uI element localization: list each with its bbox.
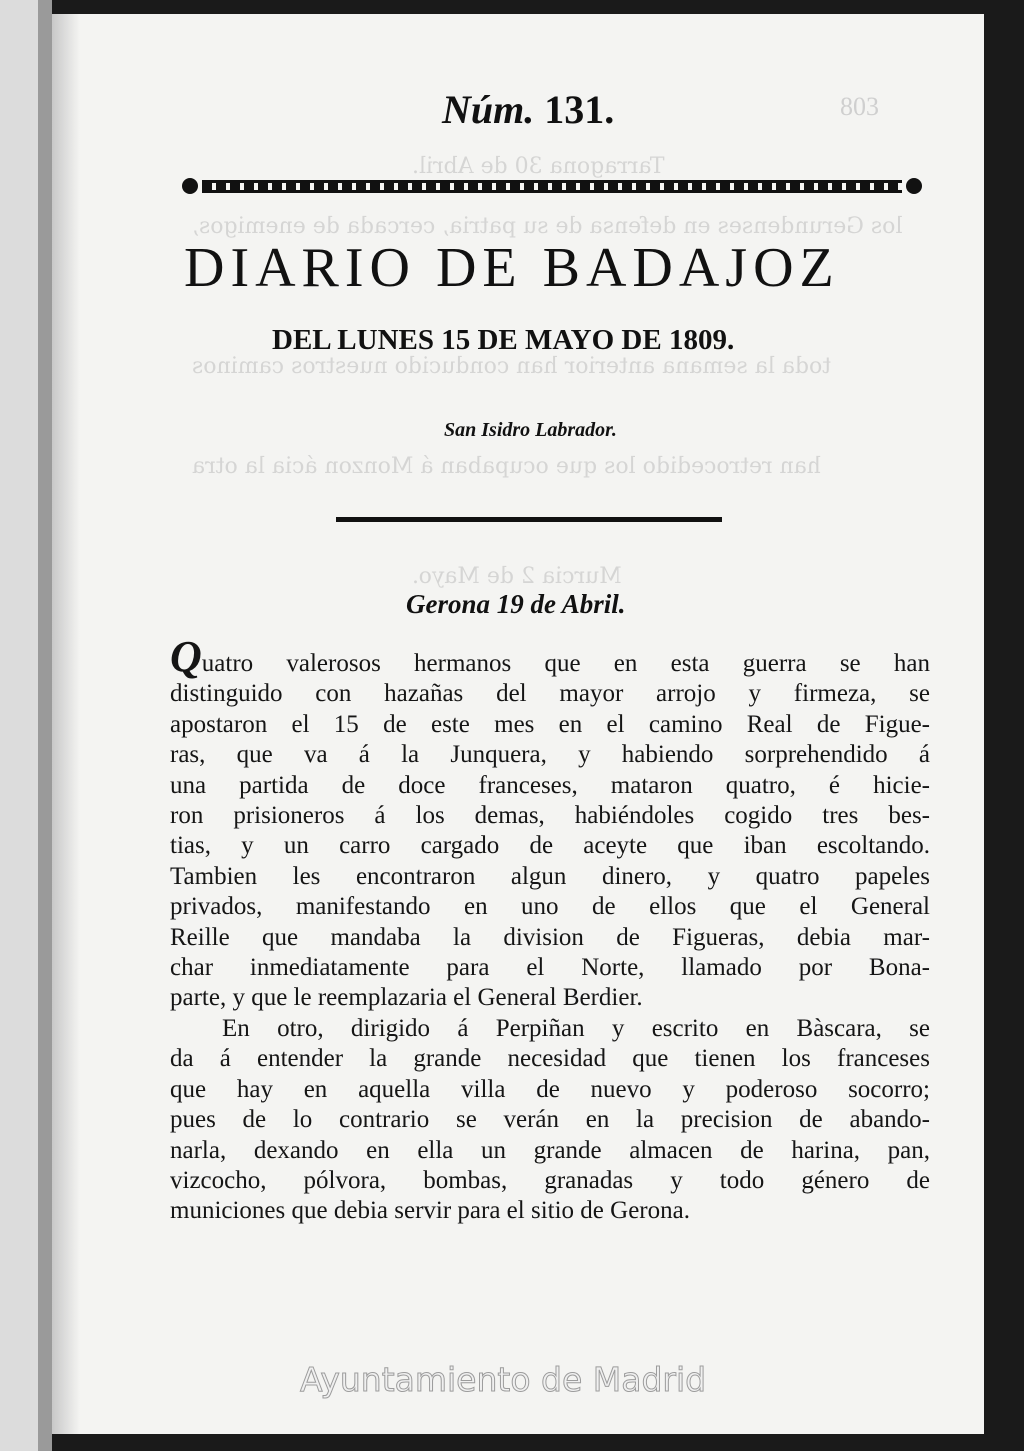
drop-cap: Q [170, 632, 202, 681]
page-edge [38, 0, 52, 1451]
saint-of-day: San Isidro Labrador. [444, 419, 617, 441]
ornamental-rule [182, 178, 922, 194]
folio-number: 803 [840, 92, 879, 121]
article-paragraph-1 [170, 632, 930, 1014]
issue-number [442, 86, 842, 133]
ornament-chain [202, 180, 902, 193]
article-line: En otro, dirigido á Perpiñan y escrito en Bàscara, se [222, 1014, 930, 1042]
article-line: narla, dexando en ella un grande almacen de harina, pan, [170, 1136, 930, 1164]
scan-left-margin [0, 0, 52, 1451]
section-rule [336, 517, 722, 522]
masthead-dateline: DEL LUNES 15 DE MAYO DE 1809. [272, 324, 735, 356]
article-line: municiones que debia servir para el sitio de Gerona. [170, 1197, 690, 1225]
issue-number-value: 131. [544, 87, 615, 132]
article-line: distinguido con hazañas del mayor arrojo y firmeza, se [170, 680, 930, 708]
article-line: ron prisioneros á los demas, habiéndoles cogido tres bes- [170, 802, 930, 830]
article-line: Tambien les encontraron algun dinero, y quatro papeles [170, 862, 930, 890]
article-line: Reille que mandaba la division de Figueras, debia mar- [170, 923, 930, 951]
article-line: pues de lo contrario se verán en la precision de abando- [170, 1106, 930, 1134]
article-line: Quatro valerosos hermanos que en esta guerra se han [170, 632, 930, 681]
bleed-through-text: han retrocedido los que ocupaban á Monzon ácia la otra [192, 454, 821, 479]
newspaper-page [52, 14, 984, 1434]
article-line: una partida de doce franceses, mataron quatro, é hicie- [170, 771, 930, 799]
article-paragraph-2 [170, 1014, 930, 1227]
ornament-cap-right [906, 178, 922, 194]
bleed-through-text: toda la semana anterior han conducido nuestros caminos [192, 354, 832, 379]
article-line: parte, y que le reemplazaria el General Berdier. [170, 984, 643, 1012]
article-line: tias, y un carro cargado de aceyte que iban escoltando. [170, 832, 930, 860]
article-line: ras, que va á la Junquera, y habiendo sorprehendido á [170, 741, 930, 769]
article-body [170, 632, 930, 1227]
issue-number-label: Núm. [442, 87, 535, 132]
bleed-through-text: Murcia 2 de Mayo. [412, 564, 622, 589]
library-watermark: Ayuntamiento de Madrid [300, 1360, 707, 1399]
article-line: que hay en aquella villa de nuevo y poderoso socorro; [170, 1075, 930, 1103]
masthead-title: DIARIO DE BADAJOZ [184, 237, 840, 299]
ornament-cap-left [182, 178, 198, 194]
article-line: apostaron el 15 de este mes en el camino Real de Figue- [170, 710, 930, 738]
bleed-through-text: Tarragona 30 de Abril. [412, 154, 665, 179]
article-place-date: Gerona 19 de Abril. [406, 589, 626, 619]
article-line: privados, manifestando en uno de ellos que el General [170, 893, 930, 921]
binding-shadow [52, 14, 80, 1434]
bleed-through-text: los Gerundenses en defensa de su patria, cercada de enemigos, [192, 214, 903, 239]
article-line: char inmediatamente para el Norte, llamado por Bona- [170, 954, 930, 982]
article-line: vizcocho, pólvora, bombas, granadas y todo género de [170, 1166, 930, 1194]
article-line: da á entender la grande necesidad que tienen los franceses [170, 1045, 930, 1073]
